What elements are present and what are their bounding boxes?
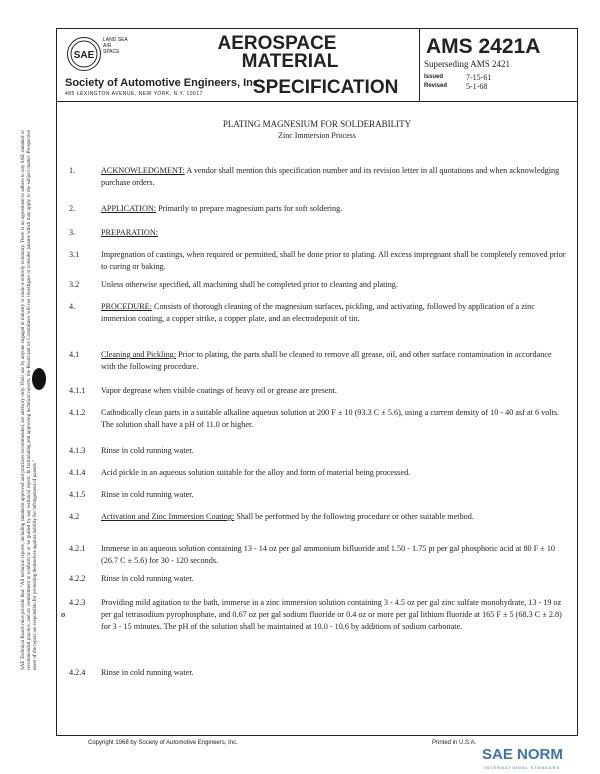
section-heading: PREPARATION: xyxy=(101,228,159,237)
section-text: Vapor degrease when visible coatings of heavy oil or grease are present. xyxy=(101,386,337,395)
document-title: PLATING MAGNESIUM FOR SOLDERABILITY xyxy=(222,119,412,129)
section-heading: Activation and Zinc Immersion Coating: xyxy=(101,512,235,521)
title-line-1: AEROSPACE xyxy=(217,33,337,54)
svg-text:SAE: SAE xyxy=(73,50,95,61)
issued-date: 7-15-61 xyxy=(466,73,492,82)
revised-label: Revised xyxy=(424,83,448,89)
watermark: SAE NORM xyxy=(482,746,563,763)
disclaimer-text: SAE Technical Board rules provide that: "All technical reports, including standards approved and practices recommended, are advisory only. Their use by anyone engaged in industry or trade is entirely voluntary. There is no agreement to adhere to any SAE standard or recommended practice, and no commitment to conform to or be guided by any technical report. In formulating and approving technical reports, the Board and its Committees will not investigate or consider patents which may apply to the subject matter. Prospective users of the report are responsible for protecting themselves against liability for infringement of patents." xyxy=(21,130,38,670)
society-address: 485 LEXINGTON AVENUE, NEW YORK, N.Y. 10017 xyxy=(65,91,203,97)
section-number: 4.2 xyxy=(69,512,80,521)
dates xyxy=(424,73,574,91)
section-heading: Cleaning and Pickling: xyxy=(101,350,177,359)
document-frame xyxy=(56,28,578,736)
section-number: 3.2 xyxy=(69,280,80,289)
section-text: Unless otherwise specified, all machining shall be completed prior to cleaning and plating. xyxy=(101,280,398,289)
section-number: 4.2.3 xyxy=(69,598,86,607)
logo-caption: LAND SEA AIR SPACE xyxy=(103,37,128,55)
section-text: PROCEDURE: Consists of thorough cleaning of the magnesium surfaces, pickling, and activating, followed by application of a zinc immersion coating, a copper strike, a copper plate, and an electrodeposit of tin. xyxy=(101,302,535,323)
section-text: ACKNOWLEDGMENT: A vendor shall mention this specification number and its revision letter in all quotations and when acknowledging purchase orders. xyxy=(101,166,560,187)
section-number: 1. xyxy=(69,166,76,175)
supersedes-note: Superseding AMS 2421 xyxy=(424,59,511,69)
section-text: Cathodically clean parts in a suitable alkaline aqueous solution at 200 F ± 10 (93.3 C ± 5.6), using a current density of 10 - 40 asf at 6 volts. The solution shall have a pH of 11.0 or higher. xyxy=(101,408,560,429)
section-number: 4. xyxy=(69,302,76,311)
section-text: Rinse in cold running water. xyxy=(101,574,194,583)
section-number: 4.2.1 xyxy=(69,544,86,553)
title-line-3: SPECIFICATION xyxy=(253,77,399,98)
section-number: 4.1.1 xyxy=(69,386,86,395)
watermark-sub: INTERNATIONAL STANDARD xyxy=(484,765,561,770)
section-text: Rinse in cold running water. xyxy=(101,446,194,455)
section-number: 4.1.4 xyxy=(69,468,86,477)
section-number: 4.1.3 xyxy=(69,446,86,455)
revision-mark: ø xyxy=(61,610,66,619)
section-number: 3.1 xyxy=(69,250,80,259)
section-number: 4.1 xyxy=(69,350,80,359)
section-text xyxy=(101,227,567,239)
section-number: 4.2.2 xyxy=(69,574,86,583)
section-text: Providing mild agitation to the bath, immerse in a zinc immersion solution containing 3 - 4.5 oz per gal zinc sulfate monohydrate, 13 - 19 oz per gal tetrasodium pyrophosphate, and 0.67 oz per gal sodium fluoride or 0.4 oz or more per gal lithium fluoride at 165 F ± 5 (68.3 C ± 2.8) for 3 - 15 minutes. The pH of the solution shall be maintained at 10.0 - 10.6 by additions of sodium carbonate. xyxy=(101,598,562,631)
section-number: 4.1.2 xyxy=(69,408,86,417)
section-heading: ACKNOWLEDGMENT: xyxy=(101,166,185,175)
section-number: 2. xyxy=(69,204,76,213)
revised-date: 5-1-68 xyxy=(466,82,488,91)
section-heading: APPLICATION: xyxy=(101,204,157,213)
spec-number: AMS 2421A xyxy=(426,35,541,58)
issued-label: Issued xyxy=(424,74,444,80)
copyright: Copyright 1968 by Society of Automotive Engineers, Inc. xyxy=(88,740,238,746)
sae-logo-icon xyxy=(67,37,101,71)
title-line-2: MATERIAL xyxy=(241,51,339,72)
section-number: 3. xyxy=(69,228,76,237)
section-text: Cleaning and Pickling: Prior to plating, the parts shall be cleaned to remove all grease, oil, and other surface contamination in accordance with the following procedure. xyxy=(101,350,552,371)
society-name: Society of Automotive Engineers, Inc. xyxy=(65,77,263,89)
header xyxy=(57,29,577,102)
section-number: 4.1.5 xyxy=(69,490,86,499)
section-text: Impregnation of castings, when required or permitted, shall be done prior to plating. All excess impregnant shall be completely removed prior to curing or baking. xyxy=(101,250,566,271)
section-text: Activation and Zinc Immersion Coating: Shall be performed by the following procedure or other suitable method. xyxy=(101,512,474,521)
section-text: Immerse in an aqueous solution containing 13 - 14 oz per gal ammonium bifluoride and 1.50 - 1.75 pt per gal phosphoric acid at 80 F ± 10 (26.7 C ± 5.6) for 30 - 120 seconds. xyxy=(101,544,556,565)
spec-info-box xyxy=(419,29,578,101)
section-text: Acid pickle in an aqueous solution suitable for the alloy and form of material being processed. xyxy=(101,468,411,477)
sidebar-disclaimer xyxy=(12,120,48,680)
section-number: 4.2.4 xyxy=(69,668,86,677)
section-text: Rinse in cold running water. xyxy=(101,668,194,677)
punch-hole-mark xyxy=(32,368,46,390)
printed-note: Printed in U.S.A. xyxy=(432,740,477,746)
page-title xyxy=(147,35,407,71)
section-heading: PROCEDURE: xyxy=(101,302,152,311)
section-text: Rinse in cold running water. xyxy=(101,490,194,499)
document-subtitle: Zinc Immersion Process xyxy=(278,131,356,140)
section-text: APPLICATION: Primarily to prepare magnesium parts for soft soldering. xyxy=(101,204,343,213)
